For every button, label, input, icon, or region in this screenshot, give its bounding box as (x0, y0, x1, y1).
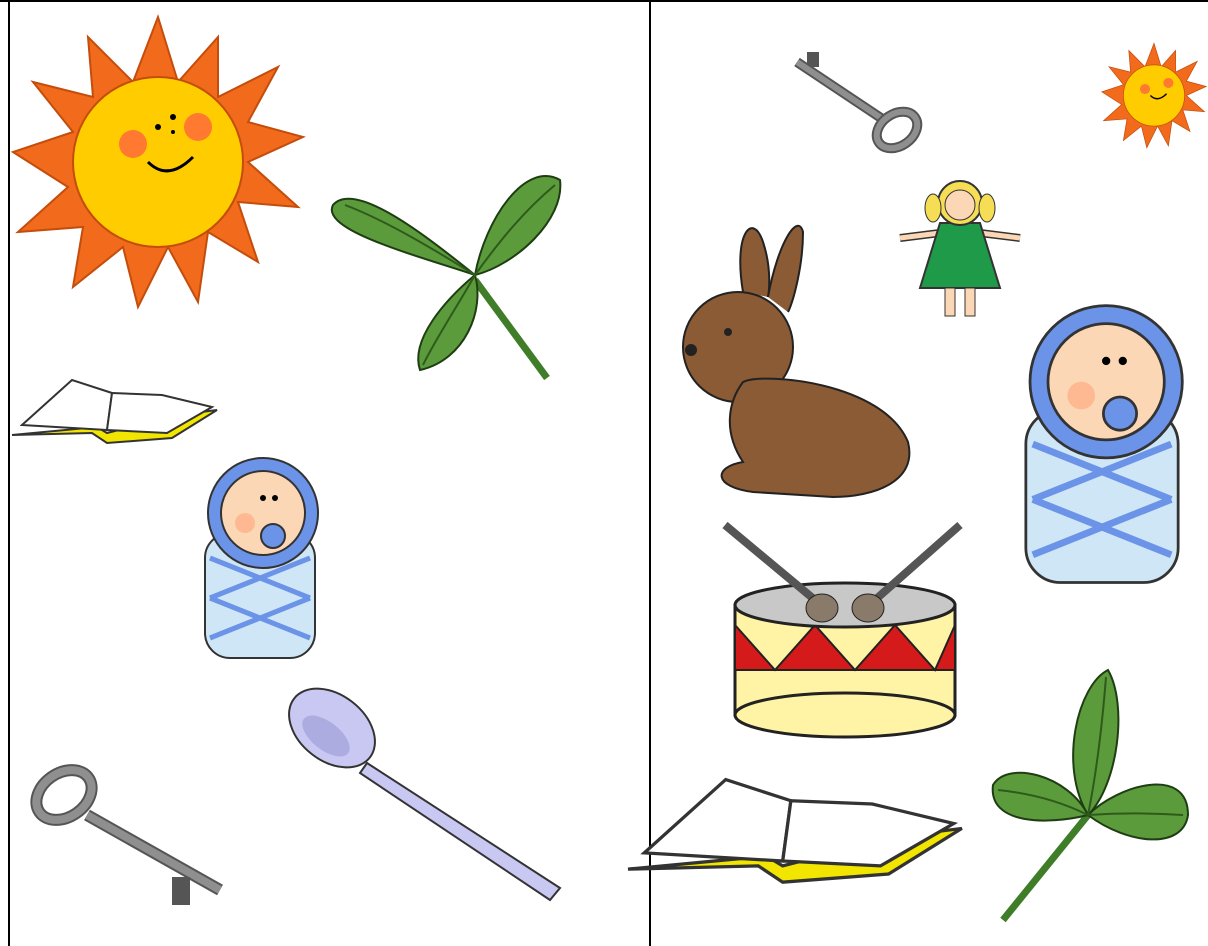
clover-leaf-icon (325, 160, 565, 385)
clover-leaf-icon (988, 665, 1193, 930)
sun-icon (8, 12, 308, 312)
open-book-icon (628, 765, 970, 900)
top-border (0, 0, 1208, 2)
spoon-icon (282, 688, 577, 908)
baby-icon (1012, 295, 1192, 600)
rabbit-icon (683, 212, 926, 502)
sun-icon (1100, 38, 1208, 153)
key-icon (792, 52, 922, 152)
baby-icon (195, 458, 325, 663)
open-book-icon (12, 375, 222, 450)
drum-icon (720, 520, 968, 742)
key-icon (32, 765, 227, 913)
